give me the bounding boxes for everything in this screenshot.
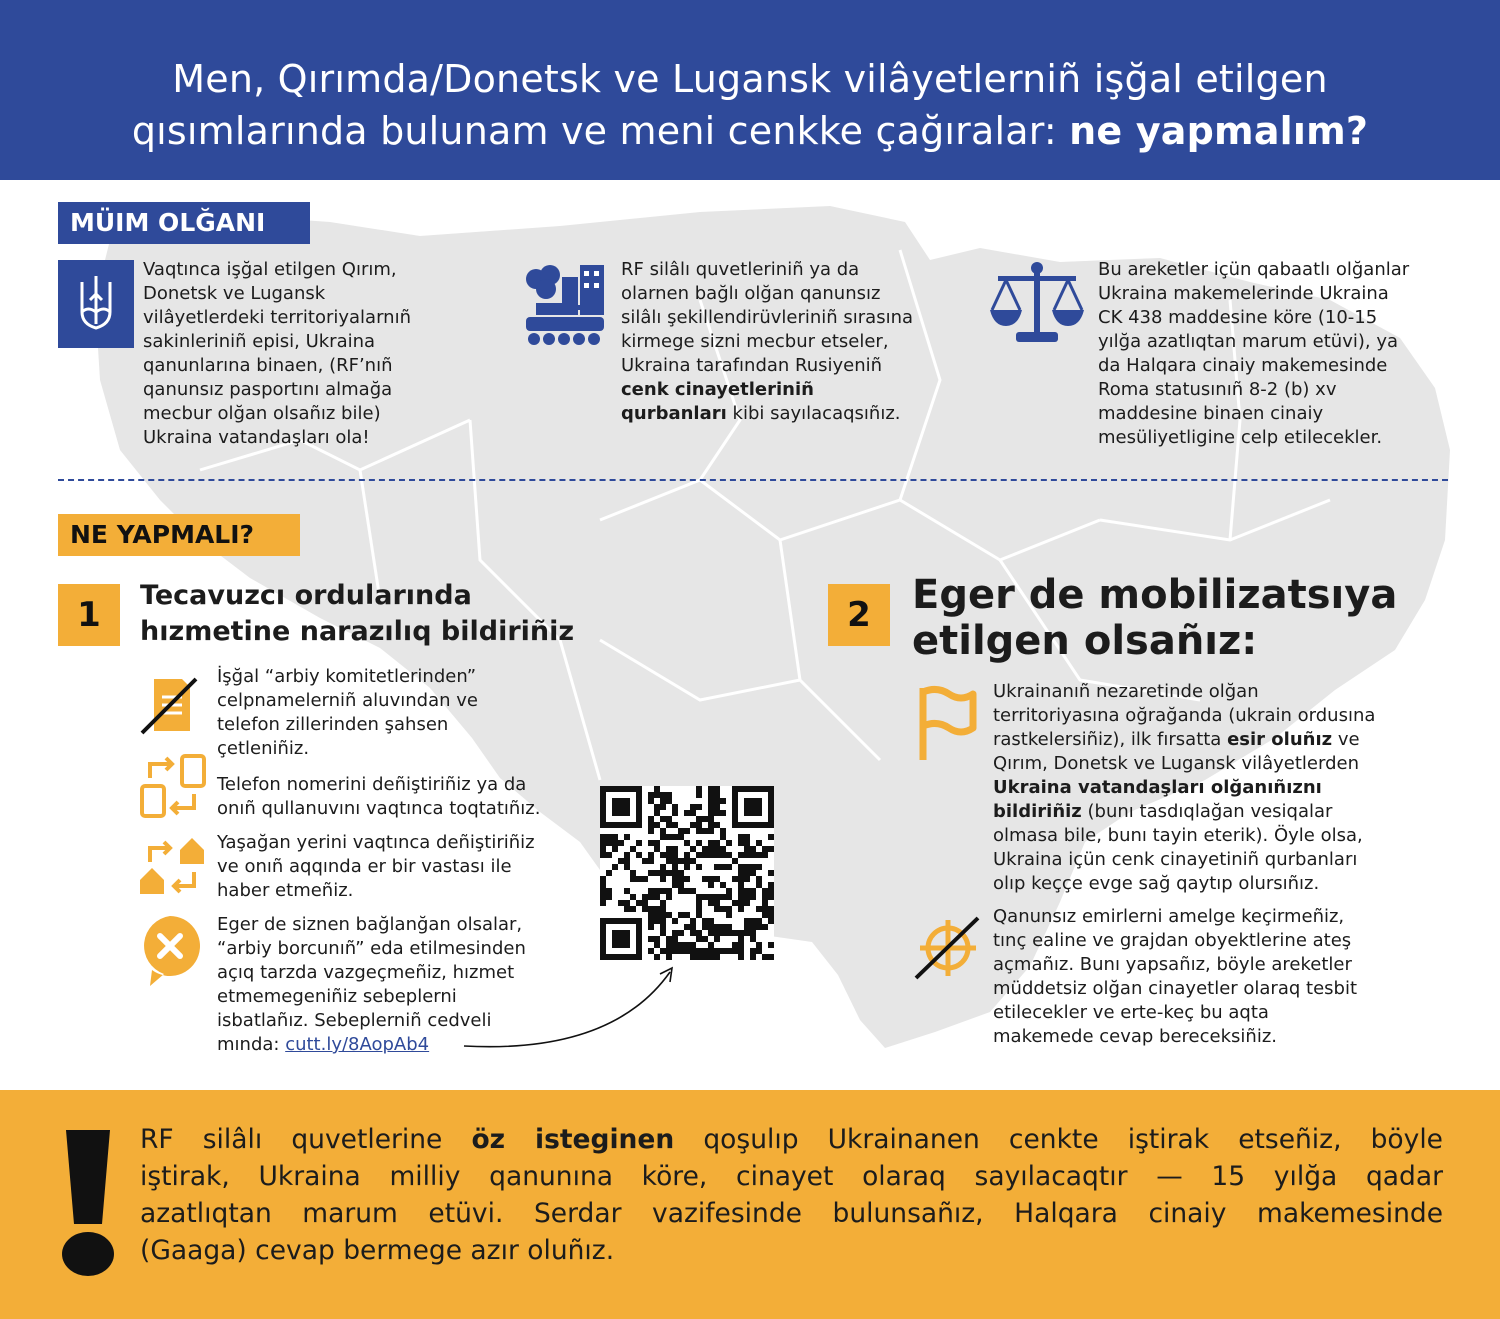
- step-2-number: 2: [828, 584, 890, 646]
- title-emphasis: ne yapmalım?: [1069, 109, 1369, 153]
- qr-pointer-arrow: [462, 962, 682, 1054]
- step-2-title: Eger de mobilizatsıya etilgen olsañız:: [912, 572, 1398, 664]
- step-1-item-1: İşğal “arbiy komitetlerinden” celpnamelerniñ aluvından ve telefon zillerinden şahsen çetleniñiz.: [217, 666, 478, 759]
- title-line-2: qısımlarında bulunam ve meni cenkke çağıralar: ne yapmalım?: [131, 109, 1369, 153]
- step-1-item-2: Telefon nomerini deñiştiriñiz ya da onıñ qullanuvını vaqtınca toqtatıñız.: [217, 774, 541, 819]
- step-1-item-4: Eger de siznen bağlanğan olsalar, “arbiy borcunıñ” eda etilmesinden açıq tarzda vazgeçmeñiz, hızmet etmemegeniñiz sebeplerni isbatlañız. Sebeplerniñ cedveli mında: cutt.ly/8AopAb4: [217, 914, 526, 1055]
- refusal-speech-bubble-icon: [138, 914, 202, 988]
- footer-line-2: iştirak, Ukraina milliy qanunına köre, cinayet olaraq sayılacaqtır — 15 yılğa qadar: [140, 1161, 1443, 1192]
- phone-swap-icon: [138, 754, 208, 818]
- step-1-number: 1: [58, 584, 120, 646]
- header-banner: [0, 0, 1500, 180]
- step-1-title: Tecavuzcı ordularında hızmetine narazılıq bildiriñiz: [140, 580, 575, 647]
- reasons-list-link[interactable]: cutt.ly/8AopAb4: [285, 1034, 430, 1055]
- section-divider: [58, 479, 1448, 481]
- house-swap-icon: [138, 836, 208, 898]
- surrender-flag-icon: [915, 684, 979, 764]
- footer-line-4: (Gaaga) cevap bermege azır oluñız.: [140, 1235, 615, 1266]
- document-crossed-icon: [138, 675, 198, 735]
- step-2-paragraph-2: Qanunsız emirlerni amelge keçirmeñiz, tınç ealine ve grajdan obyektlerine ateş açmañız. Bunı yapsañız, böyle areketler müddetsiz olğan cinayetler olaraq tesbit etilecekler ve erte-keç bu aqta makemede cevap bereceksiñiz.: [993, 906, 1358, 1047]
- what-to-do-badge: NE YAPMALI?: [58, 514, 300, 556]
- title-line-1: Men, Qırımda/Donetsk ve Lugansk vilâyetlerniñ işğal etilgen: [172, 57, 1328, 101]
- important-col1: Vaqtınca işğal etilgen Qırım, Donetsk ve Lugansk vilâyetlerdeki territoriyalarnıñ sakinleriniñ episi, Ukraina qanunlarına binaen, (RF’nıñ qanunsız pasportını almağa mecbur olğan olsañız bile) Ukraina vatandaşları ola!: [143, 259, 411, 448]
- important-badge: MÜIM OLĞANI: [58, 202, 310, 244]
- important-col2: RF silâlı quvetleriniñ ya da olarnen bağlı olğan qanunsız silâlı şekillendirüvleriniñ sırasına kirmege sizni mecbur etseler, Ukraina tarafından Rusiyeniñ cenk cinayetleriniñ qurbanları kibi sayılacaqsıñız.: [621, 259, 914, 424]
- warning-footer: [0, 1090, 1500, 1319]
- step-1-item-3: Yaşağan yerini vaqtınca deñiştiriñiz ve onıñ aqqında er bir vastası ile haber etmeñiz.: [217, 832, 535, 901]
- justice-scales-icon: [988, 260, 1086, 346]
- qr-code[interactable]: [600, 786, 774, 960]
- tank-city-icon: [522, 263, 608, 347]
- exclamation-icon: [58, 1130, 118, 1276]
- footer-line-1: RF silâlı quvetlerine öz isteginen qoşulıp Ukrainanen cenkte iştirak etseñiz, böyle: [140, 1124, 1443, 1155]
- step-2-paragraph-1: Ukrainanıñ nezaretinde olğan territoriyasına oğrağanda (ukrain ordusına rastkelersiñiz), ilk fırsatta esir oluñız ve Qırım, Donetsk ve Lugansk vilâyetlerden Ukraina vatandaşları olğanıñıznı bildiriñiz (bunı tasdıqlağan vesiqalar olmasa bile, bunı tayin eterik). Öyle olsa, Ukraina içün cenk cinayetiniñ qurbanları olıp keççe evge sağ qaytıp olursıñız.: [993, 681, 1376, 894]
- footer-line-3: azatlıqtan marum etüvi. Serdar vazifesinde bulunsañız, Halqara cinaiy makemesinde: [140, 1198, 1443, 1229]
- war-crimes-emphasis: cenk cinayetleriniñ: [621, 379, 814, 400]
- ukraine-trident-icon: [58, 260, 134, 348]
- important-col3: Bu areketler içün qabaatlı olğanlar Ukraina makemelerinde Ukraina CK 438 maddesine köre (10-15 yılğa azatlıqtan marum etüvi), ya da Halqara cinaiy makemesinde Roma statusınıñ 8-2 (b) xv maddesine binaen cinaiy mesüliyetligine celp etilecekler.: [1098, 259, 1410, 448]
- crossed-crosshair-icon: [912, 916, 982, 980]
- voluntary-emphasis: öz isteginen: [471, 1124, 675, 1155]
